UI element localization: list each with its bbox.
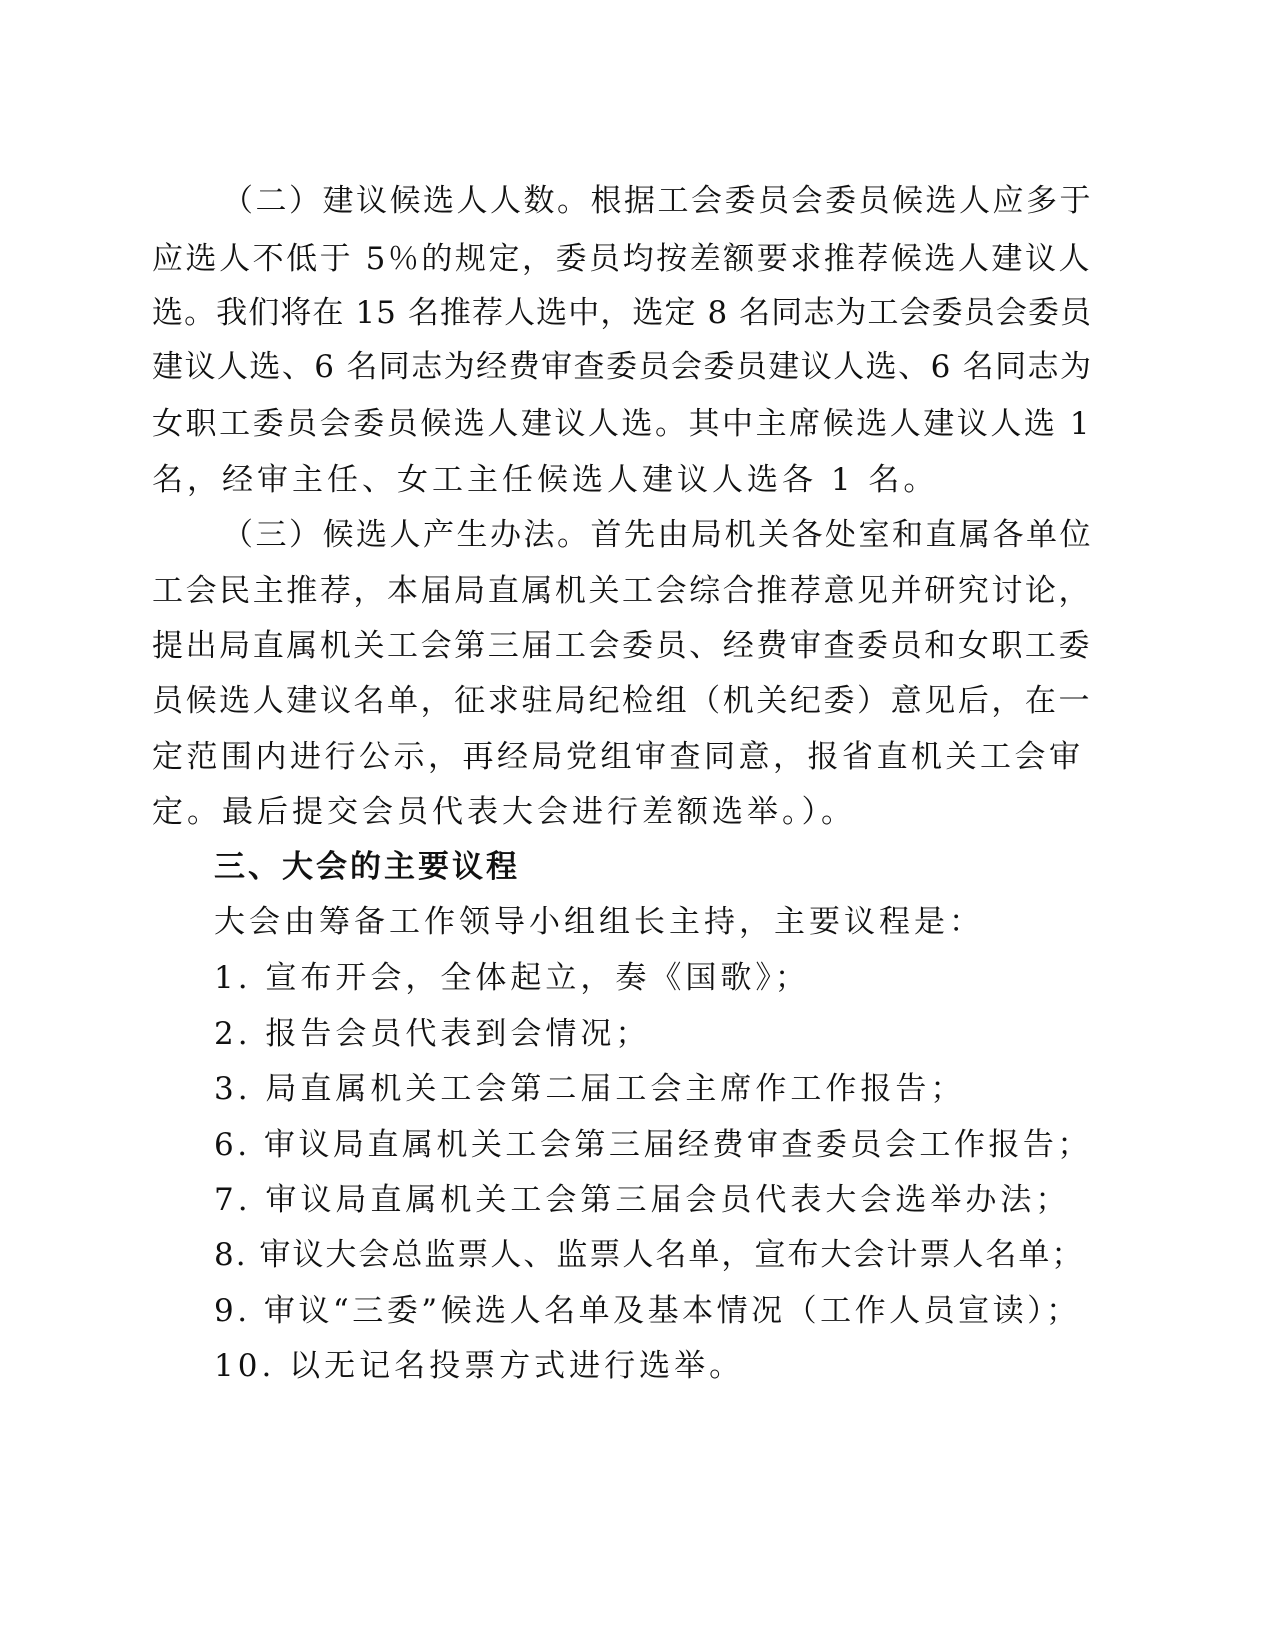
agenda-intro: 大会由筹备工作领导小组组长主持，主要议程是： xyxy=(214,904,984,940)
paragraph-line: 员候选人建议名单，征求驻局纪检组（机关纪委）意见后，在一 xyxy=(152,683,1092,719)
paragraph-line: 名，经审主任、女工主任候选人建议人选各 1 名。 xyxy=(152,462,939,498)
paragraph-line: 定范围内进行公示，再经局党组审查同意，报省直机关工会审 xyxy=(152,739,1084,775)
agenda-item: 6. 审议局直属机关工会第三届经费审查委员会工作报告； xyxy=(214,1127,1092,1163)
paragraph-line: （三）候选人产生办法。首先由局机关各处室和直属各单位 xyxy=(222,517,1093,553)
agenda-item: 2. 报告会员代表到会情况； xyxy=(214,1016,651,1052)
agenda-item: 3. 局直属机关工会第二届工会主席作工作报告； xyxy=(214,1071,966,1107)
paragraph-line: 选。我们将在 15 名推荐人选中，选定 8 名同志为工会委员会委员 xyxy=(152,295,1092,331)
paragraph-line: 工会民主推荐，本届局直属机关工会综合推荐意见并研究讨论， xyxy=(152,573,1092,609)
paragraph-line: 女职工委员会委员候选人建议人选。其中主席候选人建议人选 1 xyxy=(152,406,1092,442)
paragraph-line: （二）建议候选人人数。根据工会委员会委员候选人应多于 xyxy=(222,183,1093,219)
paragraph-line: 提出局直属机关工会第三届工会委员、经费审查委员和女职工委 xyxy=(152,628,1092,664)
paragraph-line: 应选人不低于 5％的规定，委员均按差额要求推荐候选人建议人 xyxy=(152,241,1092,277)
agenda-item: 1. 宣布开会，全体起立，奏《国歌》； xyxy=(214,960,810,996)
agenda-item: 8. 审议大会总监票人、监票人名单，宣布大会计票人名单； xyxy=(214,1237,1085,1273)
section-heading: 三、大会的主要议程 xyxy=(214,849,520,885)
agenda-item: 7. 审议局直属机关工会第三届会员代表大会选举办法； xyxy=(214,1182,1071,1218)
agenda-item: 9. 审议“三委”候选人名单及基本情况（工作人员宣读）； xyxy=(214,1293,1081,1329)
paragraph-line: 定。最后提交会员代表大会进行差额选举。）。 xyxy=(152,794,856,830)
agenda-item: 10. 以无记名投票方式进行选举。 xyxy=(214,1348,745,1384)
paragraph-line: 建议人选、6 名同志为经费审查委员会委员建议人选、6 名同志为 xyxy=(152,349,1092,385)
